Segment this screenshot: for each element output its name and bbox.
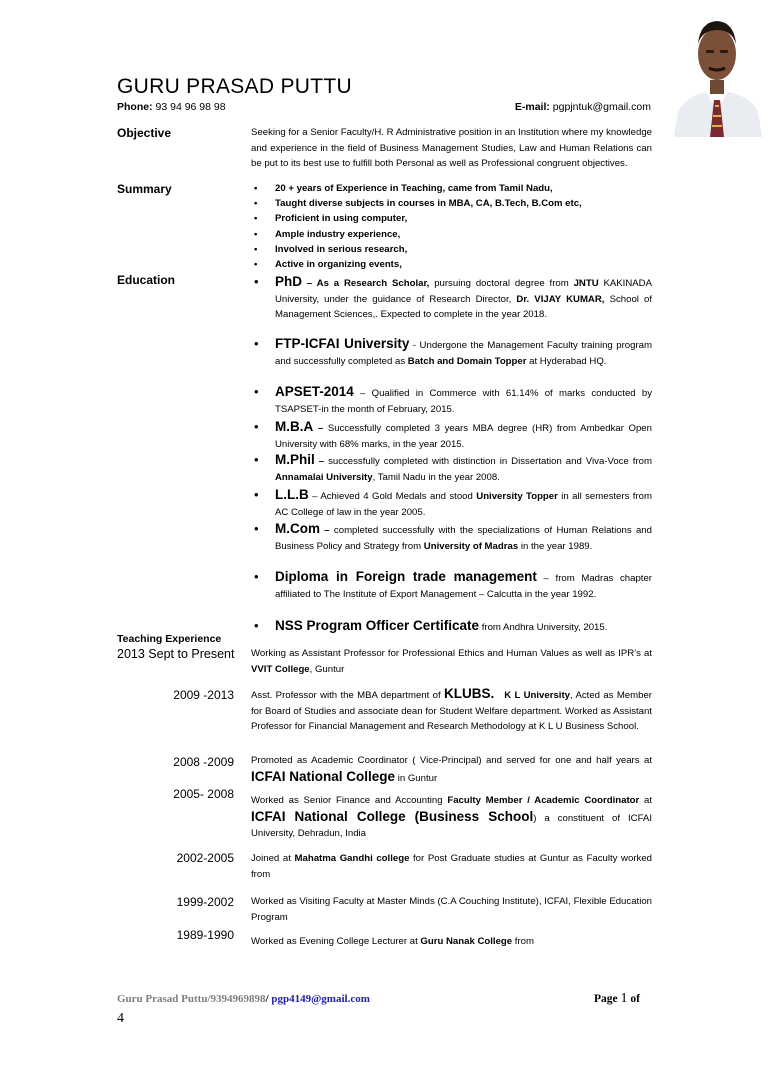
objective-heading: Objective xyxy=(117,126,172,140)
bullet-icon: • xyxy=(254,336,259,351)
summary-item: • Involved in serious research, xyxy=(251,242,652,257)
edu-phd xyxy=(251,274,652,323)
edu-text: – from Madras chapter affiliated to The Institute of Export Management – Calcutta in the year 1992. xyxy=(275,573,652,600)
edu-text: Annamalai University xyxy=(275,471,373,483)
exp-desc xyxy=(251,851,652,882)
teaching-heading: Teaching Experience xyxy=(117,633,222,645)
edu-text: from Andhra University, 2015. xyxy=(479,622,608,633)
bullet-icon: • xyxy=(254,618,259,633)
edu-text: – Qualified in Commerce with 61.14% of marks conducted by TSAPSET-in the month of February, 2015. xyxy=(275,388,652,415)
degree-title: APSET-2014 xyxy=(275,384,354,399)
edu-text: University Topper xyxy=(476,491,558,502)
edu-text: in the year 1989. xyxy=(518,540,593,552)
edu-text: successfully completed with distinction in Dissertation and Viva-Voce from xyxy=(324,456,652,467)
exp-text: ) a constituent of ICFAI University, Dehradun, India xyxy=(251,812,652,840)
exp-text: , Acted as Member for Board of Studies and associate dean for Student Welfare department. Worked as Assistant Professor for Financial Management and Research Methodology at K L U Business School. xyxy=(251,690,653,733)
exp-desc xyxy=(251,894,652,925)
email-label: E-mail: xyxy=(514,101,550,113)
exp-desc xyxy=(251,646,652,677)
degree-title: FTP-ICFAI University xyxy=(275,336,410,351)
page-total: 4 xyxy=(117,1011,124,1026)
page-footer xyxy=(117,993,370,1005)
edu-text: , Tamil Nadu in the year 2008. xyxy=(372,471,500,483)
edu-text: pursuing doctoral degree from xyxy=(429,278,574,289)
edu-text: – xyxy=(320,525,330,536)
bullet-icon: • xyxy=(254,487,259,502)
bullet-icon: • xyxy=(254,419,259,434)
exp-year: 2013 Sept to Present xyxy=(117,647,235,661)
exp-desc xyxy=(251,686,652,735)
profile-photo-drawing xyxy=(666,0,768,137)
exp-text: , Guntur xyxy=(309,663,345,675)
exp-desc xyxy=(251,934,652,950)
bullet-icon: • xyxy=(254,521,259,536)
page-number xyxy=(594,991,640,1007)
exp-text: Working as Assistant Professor for Professional Ethics and Human Values as well as IPR’s at xyxy=(251,648,652,659)
summary-list xyxy=(251,181,652,272)
edu-text: KAKINADA University, under the guidance of Research Director, xyxy=(275,278,653,305)
exp-text: Worked as Visiting Faculty at Master Minds (C.A Couching Institute), ICFAI, Flexible Education Program xyxy=(251,896,652,923)
summary-item: • Taught diverse subjects in courses in MBA, CA, B.Tech, B.Com etc, xyxy=(251,196,652,211)
exp-text: ICFAI National College (Business School xyxy=(251,808,534,824)
exp-text: Worked as Evening College Lecturer at xyxy=(251,936,421,947)
edu-text: completed successfully with the specializations of Human Relations and Business Policy and Strategy from xyxy=(275,525,652,552)
exp-text: Faculty Member / Academic Coordinator xyxy=(447,795,640,806)
profile-photo xyxy=(666,0,768,137)
edu-text: in all semesters from AC College of law in the year 2005. xyxy=(275,491,652,518)
bullet-icon: • xyxy=(254,274,259,289)
education-heading: Education xyxy=(117,273,176,287)
edu-text: – As a Research Scholar, xyxy=(302,278,430,289)
summary-item: • Active in organizing events, xyxy=(251,257,652,272)
exp-text: in Guntur xyxy=(395,772,438,784)
edu-text: Successfully completed 3 years MBA degree (HR) from Ambedkar Open University with 68% marks, in the year 2015. xyxy=(275,423,652,450)
exp-year: 2008 -2009 xyxy=(173,755,234,769)
degree-title: NSS Program Officer Certificate xyxy=(275,618,480,633)
degree-title: Diploma in Foreign trade management xyxy=(275,569,537,584)
page-of-label: of xyxy=(627,993,640,1005)
page-current: 1 xyxy=(620,991,628,1006)
summary-item: • 20 + years of Experience in Teaching, came from Tamil Nadu, xyxy=(251,181,652,196)
edu-nss xyxy=(251,618,652,636)
edu-text: School of Management Sciences,. Expected to complete in the year 2018. xyxy=(275,293,653,320)
objective-text: Seeking for a Senior Faculty/H. R Administrative position in an Institution where my knowledge and experience in the field of Business Management Studies, Law and Human Relations can be put to its best use to fulfill both Personal as well as Professional congruent objectives. xyxy=(251,127,652,170)
edu-text: – Achieved 4 Gold Medals and stood xyxy=(308,491,477,502)
edu-text: – xyxy=(313,423,324,434)
bullet-icon: • xyxy=(254,384,259,399)
page-label: Page xyxy=(594,993,621,1005)
summary-heading: Summary xyxy=(117,182,172,196)
phone-number: 93 94 96 98 98 xyxy=(155,101,226,113)
exp-desc xyxy=(251,793,652,842)
email-address: pgpjntuk@gmail.com xyxy=(552,101,651,113)
exp-text: KLUBS. xyxy=(443,686,495,701)
email-line xyxy=(515,101,651,113)
edu-text: - Undergone the Management Faculty training program and successfully completed as xyxy=(275,340,652,367)
degree-title: M.B.A xyxy=(275,419,314,434)
edu-mphil xyxy=(251,452,652,485)
exp-year: 1999-2002 xyxy=(176,895,234,909)
exp-text: Asst. Professor with the MBA department of xyxy=(251,690,444,701)
edu-llb xyxy=(251,487,652,520)
edu-diploma xyxy=(251,569,652,602)
edu-ftp xyxy=(251,336,652,369)
edu-text: Batch and Domain Topper xyxy=(407,355,527,367)
edu-apset xyxy=(251,384,652,417)
summary-item: • Ample industry experience, xyxy=(251,227,652,242)
edu-text: University of Madras xyxy=(423,540,519,552)
footer-name-phone: Guru Prasad Puttu/9394969898 xyxy=(117,993,266,1005)
bullet-icon: • xyxy=(254,452,259,467)
edu-text: JNTU xyxy=(573,278,599,289)
footer-separator: / xyxy=(265,993,272,1005)
exp-text: Worked as Senior Finance and Accounting xyxy=(251,795,448,806)
phone-label: Phone: xyxy=(117,101,153,113)
edu-mba xyxy=(251,419,652,452)
edu-text: – xyxy=(314,456,325,467)
candidate-name: GURU PRASAD PUTTU xyxy=(117,75,352,98)
footer-email: pgp4149@gmail.com xyxy=(271,993,370,1005)
exp-text: for Post Graduate studies at Guntur as Faculty worked from xyxy=(251,853,652,880)
edu-text: Dr. VIJAY KUMAR, xyxy=(516,293,605,305)
exp-text: Promoted as Academic Coordinator ( Vice-Principal) and served for one and half years at xyxy=(251,755,652,766)
exp-year: 2005- 2008 xyxy=(173,787,234,801)
exp-text: K L University xyxy=(504,690,570,701)
exp-year: 2009 -2013 xyxy=(173,688,234,702)
exp-year: 1989-1990 xyxy=(176,928,234,942)
edu-text: at Hyderabad HQ. xyxy=(526,355,607,367)
exp-text: VVIT College xyxy=(251,663,310,675)
degree-title: L.L.B xyxy=(275,487,309,502)
exp-desc xyxy=(251,753,652,786)
exp-text: Guru Nanak College xyxy=(420,936,513,947)
phone-line xyxy=(117,101,226,113)
degree-title: PhD xyxy=(275,274,302,289)
bullet-icon: • xyxy=(254,569,259,584)
summary-item: • Proficient in using computer, xyxy=(251,211,652,226)
exp-text: ICFAI National College xyxy=(251,768,396,784)
exp-text: from xyxy=(512,936,534,947)
degree-title: M.Com xyxy=(275,521,320,536)
exp-text: Mahatma Gandhi college xyxy=(294,853,410,864)
edu-mcom xyxy=(251,521,652,554)
degree-title: M.Phil xyxy=(275,452,315,467)
exp-year: 2002-2005 xyxy=(176,851,234,865)
exp-text: Joined at xyxy=(251,853,295,864)
exp-text: at xyxy=(639,795,652,806)
